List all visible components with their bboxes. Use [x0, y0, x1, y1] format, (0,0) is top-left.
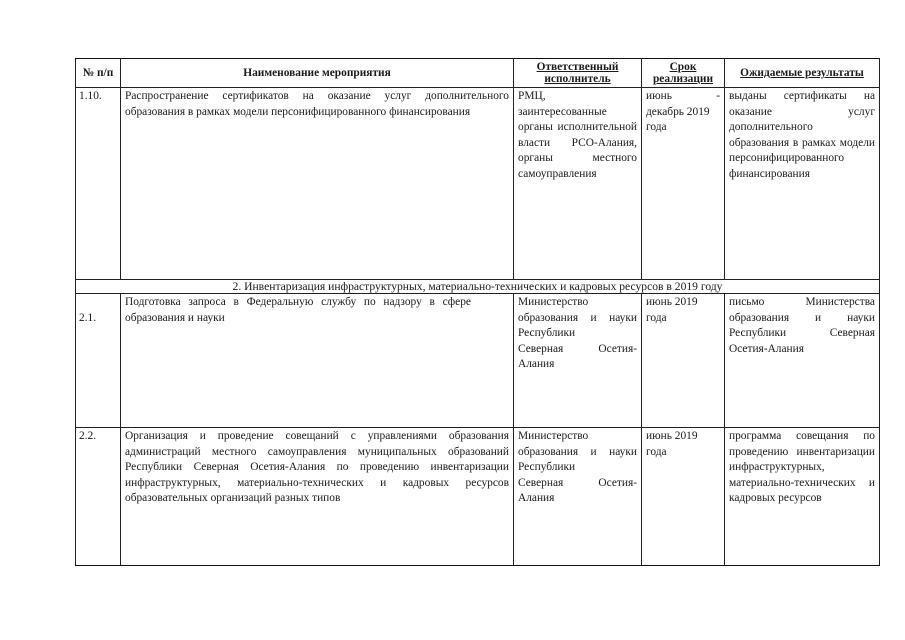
executor-ministry: Министерство образования и науки Республики [518, 430, 637, 474]
executor-region: Северная Осетия-Алания [518, 342, 637, 371]
row-result: программа совещания по проведению инвентаризации инфраструктурных, материально-технических и кадровых ресурсов [725, 428, 880, 566]
table-row-2-1 [76, 294, 880, 428]
row-num: 1.10. [76, 88, 121, 280]
term-end: декабрь 2019 года [646, 105, 710, 134]
executor-ministry: Министерство образования и науки Республики [518, 296, 637, 340]
row-executor [514, 294, 642, 428]
row-term [642, 88, 725, 280]
row-executor [514, 428, 642, 566]
row-result: письмо Министерства образования и науки Республики Северная Осетия-Алания [725, 294, 880, 428]
header-result: Ожидаемые результаты [725, 59, 880, 88]
executor-region: Северная Осетия-Алания [518, 476, 637, 505]
table-row-2-2 [76, 428, 880, 566]
row-term: июнь 2019 года [642, 294, 725, 428]
header-num: № п/п [76, 59, 121, 88]
term-start: июнь [646, 90, 672, 102]
table-header-row [76, 59, 880, 88]
header-executor: Ответственный исполнитель [514, 59, 642, 88]
header-term: Срок реализации [642, 59, 725, 88]
row-num: 2.1. [76, 294, 121, 428]
row-result: выданы сертификаты на оказание услуг дополнительного образования в рамках модели персонифицированного финансирования [725, 88, 880, 280]
section-title: 2. Инвентаризация инфраструктурных, материально-технических и кадровых ресурсов в 2019 году [76, 280, 880, 294]
header-name: Наименование мероприятия [121, 59, 514, 88]
section-row-2 [76, 280, 880, 294]
table-row-1-10 [76, 88, 880, 280]
row-term: июнь 2019 года [642, 428, 725, 566]
row-name: Подготовка запроса в Федеральную службу по надзору в сфере образования и науки [121, 294, 514, 428]
activities-table [75, 58, 880, 566]
term-dash: - [716, 90, 720, 102]
row-executor: РМЦ, заинтересованные органы исполнительной власти РСО-Алания, органы местного самоуправления [514, 88, 642, 280]
row-num: 2.2. [76, 428, 121, 566]
row-name: Распространение сертификатов на оказание услуг дополнительного образования в рамках модели персонифицированного финансирования [121, 88, 514, 280]
row-name: Организация и проведение совещаний с управлениями образования администраций местного самоуправления муниципальных образований Республики Северная Осетия-Алания по проведению инвентаризации инфраструктурных, материально-технических и кадровых ресурсов образовательных организаций разных типов [121, 428, 514, 566]
